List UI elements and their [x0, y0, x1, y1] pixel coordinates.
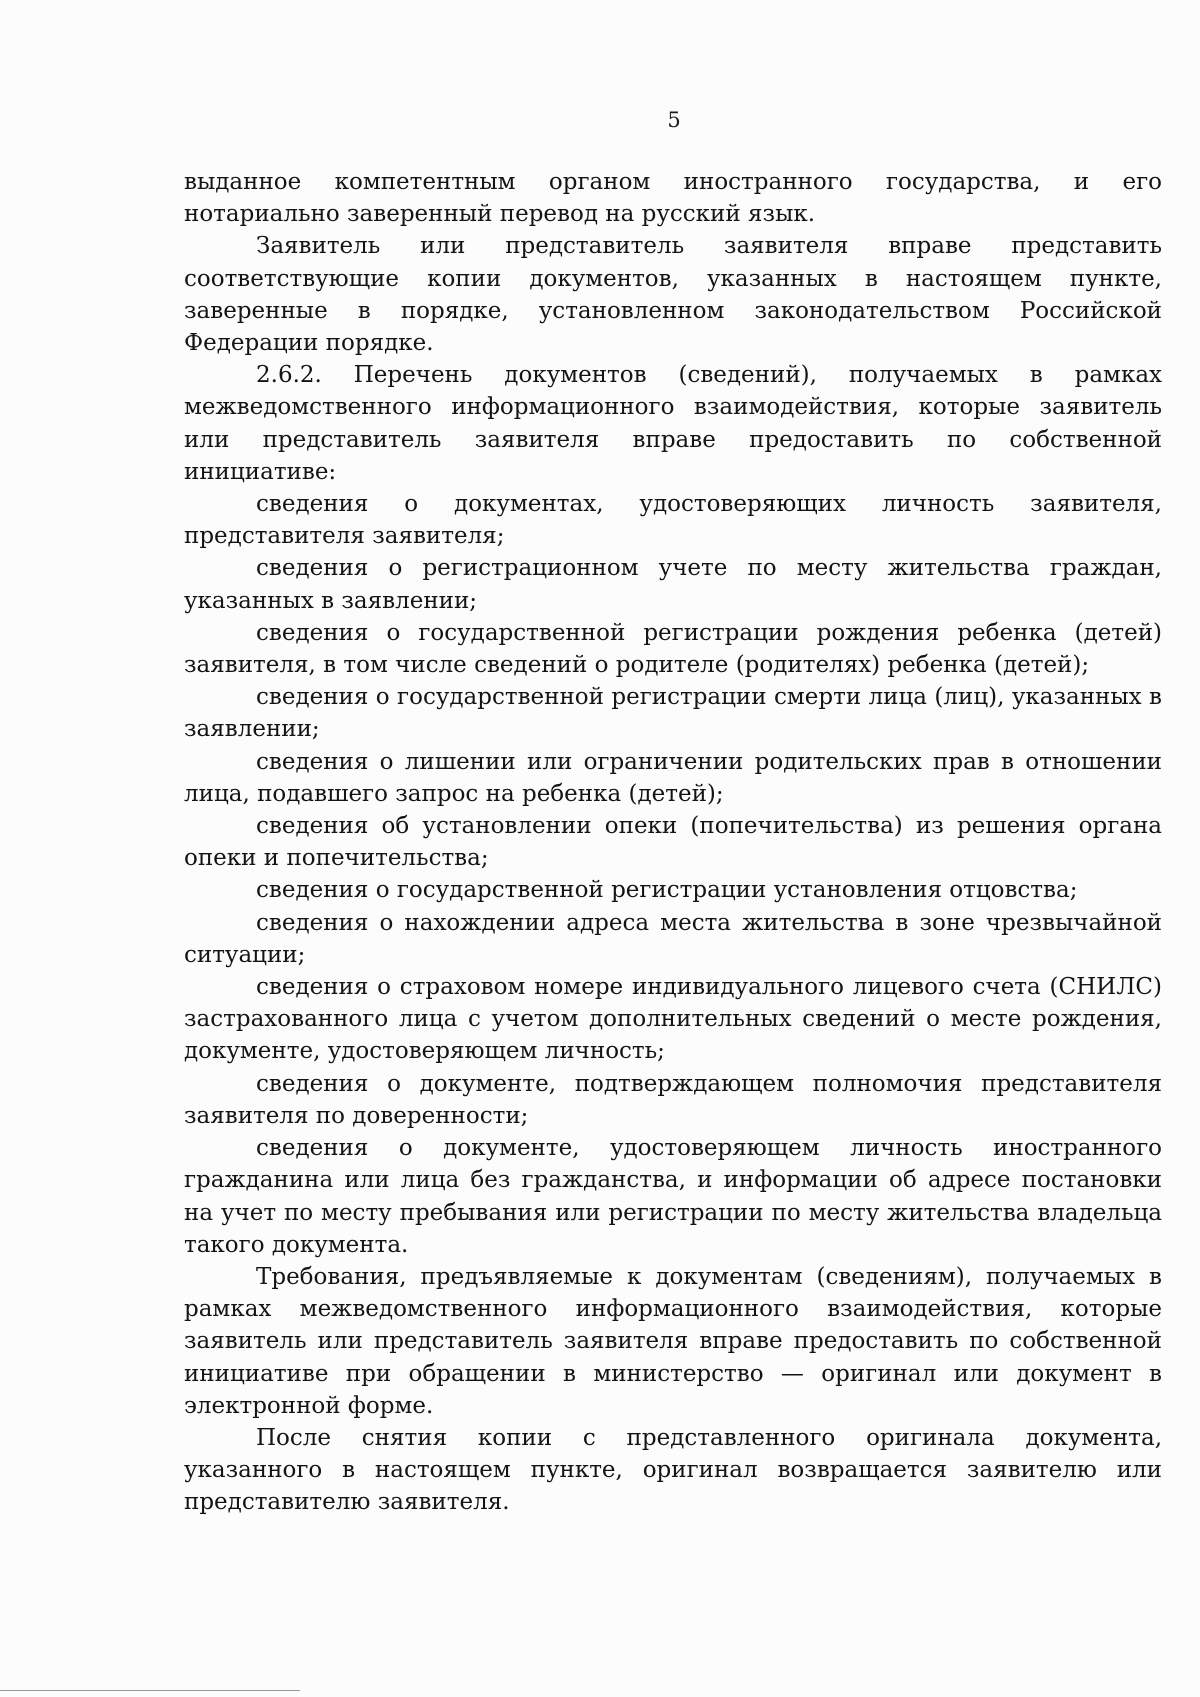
footer-divider	[0, 1690, 300, 1691]
list-item: сведения о страховом номере индивидуального лицевого счета (СНИЛС) застрахованного лица с учетом дополнительных сведений о месте рождения, документе, удостоверяющем личность;	[184, 974, 1162, 1065]
paragraph-requirements: Требования, предъявляемые к документам (сведениям), получаемых в рамках межведомственного информационного взаимодействия, которые заявитель или представитель заявителя вправе предоставить по собственной инициативе при обращении в министерство — оригинал или документ в электронной форме.	[184, 1263, 1162, 1419]
list-item: сведения о документе, удостоверяющем личность иностранного гражданина или лица без гражданства, и информации об адресе постановки на учет по месту пребывания или регистрации по месту жительства владельца такого документа.	[184, 1135, 1162, 1258]
list-item: сведения о лишении или ограничении родительских прав в отношении лица, подавшего запрос на ребенка (детей);	[184, 748, 1162, 807]
list-item: сведения о государственной регистрации смерти лица (лиц), указанных в заявлении;	[184, 684, 1162, 743]
list-item: сведения об установлении опеки (попечительства) из решения органа опеки и попечительства;	[184, 813, 1162, 872]
list-item: сведения о государственной регистрации рождения ребенка (детей) заявителя, в том числе сведений о родителе (родителях) ребенка (детей);	[184, 619, 1162, 679]
document-body	[184, 166, 1162, 1519]
paragraph-continuation: выданное компетентным органом иностранного государства, и его нотариально заверенный перевод на русский язык.	[184, 169, 1162, 228]
list-item: сведения о документе, подтверждающем полномочия представителя заявителя по доверенности;	[184, 1070, 1162, 1129]
list-item: сведения о регистрационном учете по месту жительства граждан, указанных в заявлении;	[184, 555, 1162, 614]
paragraph-2-6-2: 2.6.2. Перечень документов (сведений), получаемых в рамках межведомственного информационного взаимодействия, которые заявитель или представитель заявителя вправе предоставить по собственной инициативе:	[184, 362, 1162, 485]
list-item: сведения о государственной регистрации установления отцовства;	[256, 877, 1078, 904]
page-number: 5	[667, 108, 681, 132]
paragraph-copies: Заявитель или представитель заявителя вправе представить соответствующие копии документов, указанных в настоящем пункте, заверенные в порядке, установленном законодательством Российской Федерации порядке.	[184, 233, 1162, 357]
list-item: сведения о нахождении адреса места жительства в зоне чрезвычайной ситуации;	[184, 909, 1162, 968]
paragraph-original-return: После снятия копии с представленного оригинала документа, указанного в настоящем пункте, оригинал возвращается заявителю или представителю заявителя.	[184, 1424, 1162, 1516]
list-item: сведения о документах, удостоверяющих личность заявителя, представителя заявителя;	[184, 491, 1162, 550]
